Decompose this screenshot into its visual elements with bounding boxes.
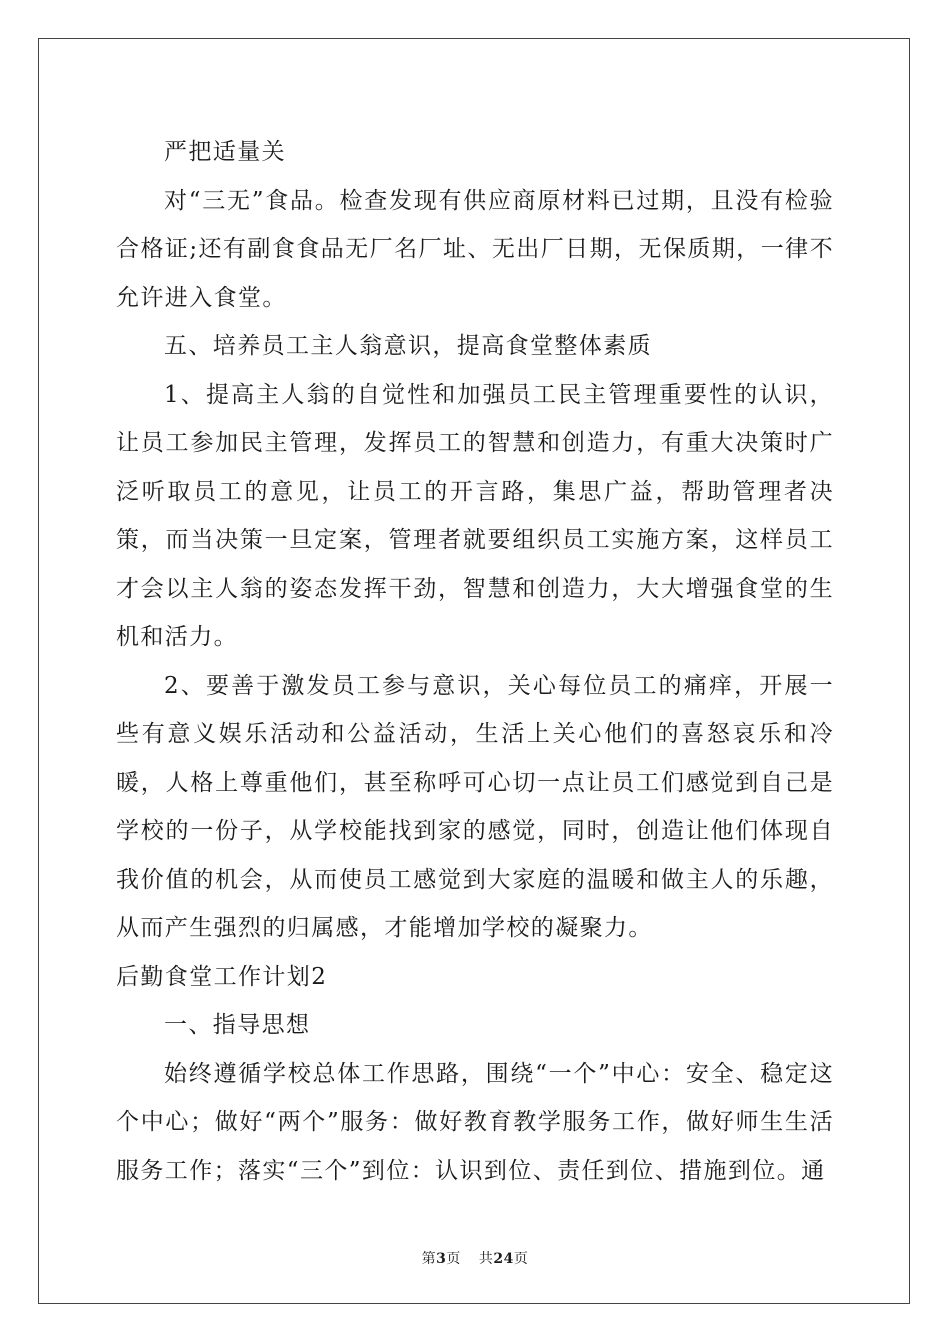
total-prefix: 共	[478, 1251, 494, 1267]
document-body	[116, 128, 834, 1195]
section-heading: 五、培养员工主人翁意识，提高食堂整体素质	[164, 333, 652, 359]
document-title: 后勤食堂工作计划2	[116, 963, 328, 990]
total-suffix: 页	[513, 1251, 529, 1267]
section-heading: 一、指导思想	[164, 1012, 311, 1038]
total-pages: 24	[493, 1251, 514, 1267]
page-suffix: 页	[446, 1251, 461, 1267]
paragraph: 2、要善于激发员工参与意识，关心每位员工的痛痒，开展一些有意义娱乐活动和公益活动，生活上关心他们的喜怒哀乐和冷暖，人格上尊重他们，甚至称呼可心切一点让员工们感觉到自己是学校的一份子，从学校能找到家的感觉，同时，创造让他们体现自我价值的机会，从而使员工感觉到大家庭的温暖和做主人的乐趣，从而产生强烈的归属感，才能增加学校的凝聚力。	[116, 672, 834, 941]
page-footer	[0, 1248, 950, 1268]
paragraph: 始终遵循学校总体工作思路，围绕“一个”中心：安全、稳定这个中心；做好“两个”服务：做好教育教学服务工作，做好师生生活服务工作；落实“三个”到位：认识到位、责任到位、措施到位。通	[116, 1060, 834, 1184]
paragraph: 对“三无”食品。检查发现有供应商原材料已过期，且没有检验合格证;还有副食食品无厂名厂址、无出厂日期，无保质期，一律不允许进入食堂。	[116, 187, 834, 311]
page-prefix: 第	[421, 1251, 437, 1267]
page-number: 3	[436, 1251, 447, 1267]
paragraph: 1、提高主人翁的自觉性和加强员工民主管理重要性的认识，让员工参加民主管理，发挥员工的智慧和创造力，有重大决策时广泛听取员工的意见，让员工的开言路，集思广益，帮助管理者决策，而当决策一旦定案，管理者就要组织员工实施方案，这样员工才会以主人翁的姿态发挥干劲，智慧和创造力，大大增强食堂的生机和活力。	[116, 381, 834, 650]
paragraph: 严把适量关	[164, 139, 286, 165]
